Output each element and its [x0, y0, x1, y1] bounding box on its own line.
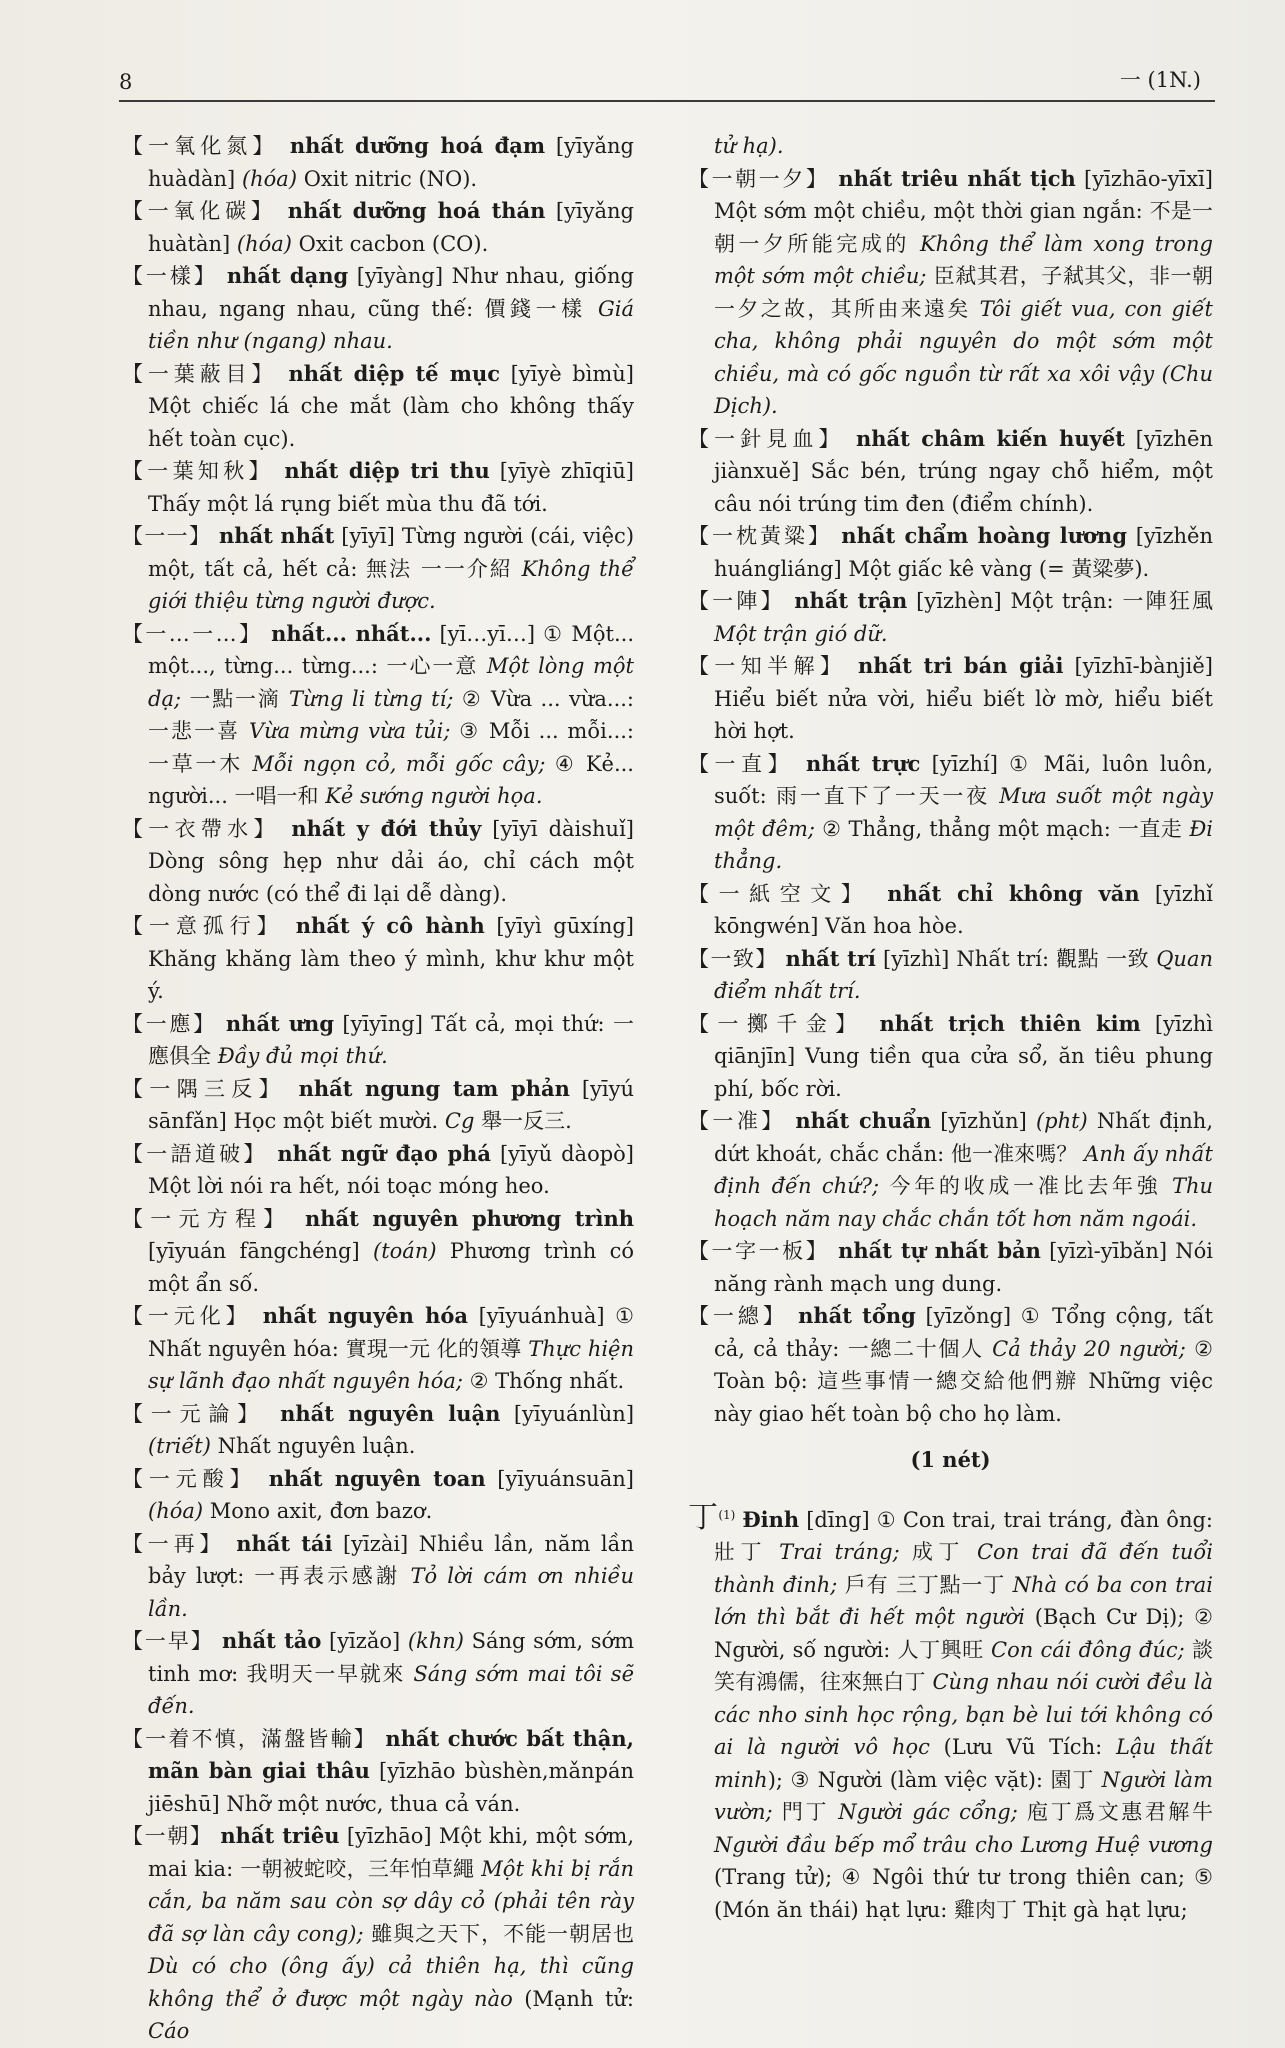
dictionary-entry — [122, 1463, 634, 1528]
header-rule — [119, 100, 1215, 102]
entry-reading: nhất nguyên toan — [256, 1465, 486, 1491]
gloss-text: Sáng sớm, sớm tinh mơ: 我明天一早就來 — [148, 1629, 635, 1686]
gloss-italic: Không thể làm xong trong một sớm một chiều; — [714, 231, 1213, 288]
dictionary-entry — [688, 1235, 1213, 1300]
gloss-text: (Trang tử); ④ Ngôi thứ tư trong thiên can; ⑤ (Món ăn thái) hạt lựu: 雞肉丁 Thịt gà hạt lựu; — [714, 1865, 1213, 1922]
gloss-italic: tử hạ). — [714, 134, 784, 158]
gloss-italic: Cùng nhau nói cười đều là các nho sinh học rộng, bạn bè lui tới không có ai là người vô học — [714, 1670, 1213, 1759]
dictionary-entry — [688, 1105, 1213, 1235]
gloss-text: ③ Mỗi ... mỗi...: 一草一木 — [148, 719, 634, 776]
dictionary-entry — [122, 910, 634, 1008]
dictionary-entry — [688, 943, 1213, 1008]
gloss-text: [yīzǎo] — [321, 1629, 408, 1653]
entry-reading: nhất tổng — [787, 1303, 916, 1328]
gloss-italic: Anh ấy nhất định đến chứ?; — [714, 1141, 1213, 1198]
dictionary-entry — [688, 1008, 1213, 1106]
dictionary-entry — [688, 520, 1214, 585]
entry-reading: nhất tái — [225, 1530, 333, 1556]
gloss-italic: Quan điểm nhất trí. — [714, 946, 1213, 1003]
gloss-text: 門丁 — [772, 1800, 839, 1824]
entry-headword: 【一枕黃粱】 — [688, 524, 832, 548]
gloss-text: [yīzhèn] Một trận: 一陣狂風 — [907, 589, 1214, 613]
gloss-text: [yīyuánsuān] — [485, 1466, 634, 1491]
gloss-text: [yīzhāo bùshèn,mǎnpán jiēshū] Nhỡ một nước, thua cả ván. — [148, 1759, 634, 1816]
gloss-text: [yīyú sānfǎn] Học một biết mười. — [148, 1076, 635, 1133]
entry-reading: nhất chuẩn — [785, 1108, 932, 1133]
dictionary-entry — [122, 358, 634, 456]
entry-reading: nhất ý cô hành — [283, 913, 485, 938]
entry-reading: nhất trực — [794, 750, 921, 776]
entry-reading: nhất... nhất... — [262, 620, 432, 646]
gloss-text: 談笑有鴻儒，往來無白丁 — [714, 1637, 1213, 1694]
gloss-italic: Thực hiện sự lãnh đạo nhất nguyên hóa; — [148, 1336, 635, 1393]
gloss-italic: Người làm vườn; — [714, 1767, 1213, 1824]
dictionary-entry — [688, 748, 1214, 878]
entry-headword: 【一擲千金】 — [688, 1011, 865, 1036]
entry-reading: nhất tự nhất bản — [829, 1238, 1041, 1263]
entry-headword: 【一字一板】 — [688, 1239, 830, 1263]
gloss-text: [yīyàng] Như nhau, giống nhau, ngang nhau, cũng thế: 價錢一樣 — [148, 264, 634, 321]
gloss-italic: Mỗi ngọn cỏ, mỗi gốc cây; — [252, 751, 546, 776]
entry-headword: 【一元化】 — [122, 1304, 252, 1328]
entry-headword: 【一致】 — [688, 946, 778, 971]
dictionary-entry — [122, 130, 634, 195]
entry-reading: nhất chước bất thận, mãn bàn giai thâu — [148, 1725, 634, 1783]
gloss-text: 臣弒其君，子弒其父，非一朝一夕之故，其所由来遠矣 — [714, 264, 1213, 321]
gloss-text: [yīzài] Nhiều lần, năm lần bảy lượt: 一再表示感謝 — [148, 1531, 635, 1588]
entry-reading: nhất nhất — [211, 523, 335, 548]
entry-reading: nhất ưng — [216, 1010, 334, 1036]
gloss-italic: Kẻ sướng người họa. — [325, 784, 543, 808]
dictionary-entry — [122, 1203, 634, 1301]
entry-headword: 【一准】 — [688, 1109, 786, 1133]
gloss-text: [yīyuánhuà] ① Nhất nguyên hóa: 實現一元 化的領導 — [148, 1304, 634, 1361]
dictionary-entry — [122, 1073, 635, 1138]
entry-headword: 【一一】 — [122, 524, 212, 548]
gloss-italic: Giá tiền như (ngang) nhau. — [148, 296, 634, 353]
entry-reading: Đinh — [742, 1506, 800, 1532]
entry-headword: 【一葉知秋】 — [122, 459, 274, 483]
gloss-text: [yīzhì] Nhất trí: 觀點 一致 — [875, 946, 1157, 971]
entry-reading: nhất ngữ đạo phá — [267, 1140, 492, 1166]
entry-headword: 【一元酸】 — [122, 1466, 257, 1491]
dictionary-entry — [122, 1528, 635, 1626]
dictionary-entry — [122, 1138, 634, 1203]
gloss-text: 今年的收成一准比去年強 — [879, 1174, 1172, 1198]
entry-headword: 【一…一…】 — [122, 621, 263, 646]
entry-reading: nhất triêu nhất tịch — [829, 165, 1076, 191]
dictionary-entry — [688, 650, 1214, 748]
entry-headword: 【一再】 — [122, 1531, 226, 1556]
gloss-italic: Sáng sớm mai tôi sẽ đến. — [148, 1661, 634, 1718]
gloss-text: Nhất nguyên luận. — [210, 1434, 416, 1458]
left-column — [122, 130, 634, 2048]
dictionary-entry — [688, 585, 1214, 650]
entry-reading: nhất triêu — [212, 1823, 340, 1848]
gloss-text: Nhất định, dứt khoát, chắc chắn: 他一准來嗎？ — [714, 1109, 1213, 1166]
gloss-italic: Con cái đông đúc; — [991, 1637, 1185, 1662]
gloss-text: [yīyǔ dàopò] Một lời nói ra hết, nói toạc móng heo. — [148, 1141, 634, 1198]
entry-headword: 【一總】 — [688, 1304, 788, 1328]
entry-reading: nhất tri bán giải — [846, 653, 1064, 678]
entry-headword: 【一葉蔽目】 — [122, 361, 278, 386]
dictionary-entry — [688, 423, 1213, 521]
gloss-italic: Vừa mừng vừa tủi; — [248, 719, 451, 743]
entry-reading: nhất dạng — [217, 263, 349, 288]
gloss-italic: Mưa suốt một ngày một đêm; — [714, 784, 1214, 841]
entry-headword: 【一衣帶水】 — [122, 816, 280, 841]
dictionary-entry — [122, 618, 635, 813]
entry-headword: 【一朝】 — [122, 1824, 213, 1848]
running-head: 一 (1N.) — [1119, 68, 1201, 92]
gloss-italic: Con trai đã đến tuổi thành đinh; — [714, 1540, 1213, 1597]
gloss-italic: Trai tráng; — [779, 1540, 900, 1564]
entry-headword: 【一隅三反】 — [122, 1076, 286, 1101]
gloss-text: ② Toàn bộ: 這些事情一總交給他們辦 Những việc này giao hết toàn bộ cho họ làm. — [714, 1336, 1213, 1426]
gloss-text: [yīzhěn huángliáng] Một giấc kê vàng (= 黃粱夢). — [714, 524, 1214, 581]
gloss-italic: Dù có cho (ông ấy) cả thiên hạ, thì cũng không thể ở được một ngày nào — [148, 1954, 634, 2011]
entry-headword: 【一直】 — [688, 751, 795, 776]
entry-reading: nhất tảo — [213, 1628, 322, 1653]
gloss-text: (Bạch Cư Dị); ② Người, số người: 人丁興旺 — [714, 1605, 1213, 1662]
gloss-text: [yīyì gūxíng] Khăng khăng làm theo ý mình, khư khư một ý. — [148, 914, 634, 1003]
gloss-text: 成丁 — [899, 1540, 977, 1564]
section-heading: (1 nét) — [910, 1447, 991, 1472]
dictionary-entry — [122, 1625, 635, 1723]
gloss-text: 庖丁爲文惠君解牛 — [1017, 1800, 1213, 1824]
gloss-text: [yīzhī-bànjiě] Hiểu biết nửa vời, hiểu biết lờ mờ, hiểu biết hời hợt. — [714, 654, 1214, 743]
gloss-italic: Một trận gió dữ. — [714, 621, 888, 646]
entry-reading: nhất chỉ không văn — [871, 880, 1140, 906]
gloss-text: [yīzhí] ① Mãi, luôn luôn, suốt: 雨一直下了一天一夜 — [714, 751, 1213, 808]
gloss-italic: Tôi giết vua, con giết cha, không phải nguyên do một sớm một chiều, mà có gốc nguồn từ rất xa xôi vậy (Chu Dịch). — [714, 296, 1213, 418]
entry-reading: nhất dưỡng hoá thán — [276, 198, 546, 223]
gloss-text: 戶有 三丁點一丁 — [837, 1572, 1013, 1597]
gloss-text: [yīyī] Từng người (cái, việc) một, tất cả, hết cả: 無法 一一介紹 — [148, 524, 635, 581]
gloss-text: [yīzǒng] ① Tổng cộng, tất cả, cả thảy: 一總二十個人 — [714, 1304, 1214, 1361]
gloss-text: (Lưu Vũ Tích: — [929, 1735, 1116, 1759]
entry-headword: 【一意孤行】 — [122, 914, 284, 938]
dictionary-entry — [122, 1398, 635, 1463]
gloss-italic: Người gác cổng; — [838, 1800, 1018, 1824]
entry-reading: nhất diệp tế mục — [277, 360, 501, 386]
gloss-text: Oxit cacbon (CO). — [292, 231, 489, 256]
gloss-text: [yīzhǔn] — [931, 1109, 1036, 1133]
entry-reading: nhất trận — [784, 588, 908, 613]
gloss-text: [yīyī dàishuǐ] Dòng sông hẹp như dải áo, chỉ cách một dòng nước (có thể đi lại dễ dàng). — [148, 816, 634, 906]
gloss-italic: (hóa) — [148, 1499, 204, 1523]
gloss-italic: Đầy đủ mọi thứ. — [217, 1044, 388, 1068]
entry-headword: 【一針見血】 — [688, 426, 845, 451]
gloss-italic: Tỏ lời cám ơn nhiều lần. — [148, 1564, 634, 1621]
entry-reading: nhất dưỡng hoá đạm — [278, 133, 546, 158]
dictionary-entry — [122, 455, 634, 520]
gloss-italic: Lậu thất minh — [714, 1735, 1213, 1792]
gloss-text: [yīyǎng huàdàn] — [148, 134, 634, 191]
gloss-text: 雖與之天下，不能一朝居也 — [363, 1921, 634, 1946]
entry-reading: nhất nguyên luận — [266, 1400, 501, 1426]
gloss-text: [yīzhì qiānjīn] Vung tiền qua cửa sổ, ăn tiêu phung phí, bốc rời. — [714, 1011, 1213, 1101]
gloss-italic: Cáo — [148, 2019, 190, 2043]
dictionary-entry — [122, 1820, 634, 2048]
entry-reading: nhất ngung tam phản — [285, 1075, 570, 1101]
entry-reading: nhất nguyên hóa — [251, 1303, 469, 1328]
gloss-text: ); ③ Người (làm việc vặt): 園丁 — [767, 1767, 1102, 1792]
entry-reading: nhất y đới thủy — [279, 815, 482, 841]
dictionary-entry — [688, 1300, 1214, 1430]
gloss-text: [yīyè bìmù] Một chiếc lá che mắt (làm cho không thấy hết toàn cục). — [148, 361, 634, 451]
entry-headword: 【一樣】 — [122, 264, 218, 288]
entry-headword: 【一陣】 — [688, 589, 785, 613]
entry-headword: 【一語道破】 — [122, 1141, 268, 1166]
entry-headword: 【一朝一夕】 — [688, 166, 830, 191]
big-entry-char: 丁 — [688, 1499, 719, 1535]
entry-reading: nhất nguyên phương trình — [291, 1205, 634, 1231]
gloss-italic: (hóa) — [236, 231, 292, 256]
gloss-text: [yīyuán fāngchéng] — [148, 1239, 374, 1263]
entry-headword: 【一應】 — [122, 1011, 217, 1036]
gloss-italic: Cả thảy 20 người; — [992, 1336, 1186, 1361]
entry-headword: 【一氧化碳】 — [122, 199, 277, 223]
big-entry-sup: (1) — [718, 1507, 736, 1522]
gloss-text: [yīyīng] Tất cả, mọi thứ: 一應俱全 — [148, 1011, 634, 1068]
entry-reading: nhất trí — [777, 945, 876, 971]
gloss-text: ② Vừa ... vừa...: 一悲一喜 — [148, 686, 634, 743]
dictionary-entry — [122, 520, 635, 618]
gloss-text: [yīzhāo-yīxī] Một sớm một chiều, một thời gian ngắn: 不是一朝一夕所能完成的 — [714, 166, 1213, 256]
entry-reading: nhất châm kiến huyết — [844, 425, 1125, 451]
right-column-entries — [688, 130, 1213, 1430]
dictionary-entry — [122, 1008, 634, 1073]
dictionary-entry — [688, 878, 1213, 943]
entry-headword: 【一氧化氮】 — [122, 134, 279, 158]
gloss-text: 舉一反三. — [474, 1109, 572, 1133]
gloss-italic: (pht) — [1035, 1109, 1088, 1133]
entry-reading: nhất chẩm hoàng lương — [832, 523, 1128, 548]
entry-headword: 【一知半解】 — [688, 654, 847, 678]
gloss-text: [yīyǎng huàtàn] — [148, 199, 634, 256]
gloss-italic: (khn) — [407, 1629, 464, 1653]
gloss-text: Phương trình có một ẩn số. — [148, 1239, 634, 1296]
entry-headword: 【一元方程】 — [122, 1206, 292, 1231]
gloss-italic: Một khi bị rắn cắn, ba năm sau còn sợ dây cỏ (phải tên rày đã sợ làn cây cong); — [148, 1856, 634, 1946]
dictionary-entry — [688, 163, 1213, 423]
gloss-italic: (hóa) — [241, 166, 298, 191]
gloss-italic: (toán) — [373, 1239, 437, 1263]
gloss-italic: (triết) — [148, 1434, 211, 1458]
entry-reading: nhất trịch thiên kim — [864, 1010, 1141, 1036]
gloss-text: 一點一滴 — [181, 686, 289, 711]
gloss-italic: Không thể giới thiệu từng người được. — [148, 556, 634, 613]
gloss-text: ② Thẳng, thẳng một mạch: 一直走 — [814, 816, 1190, 841]
entry-headword: 【一着不慎，滿盤皆輸】 — [122, 1726, 377, 1751]
gloss-italic: Nhà có ba con trai lớn thì bắt đi hết một người — [714, 1572, 1213, 1629]
gloss-text: Oxit nitric (NO). — [297, 166, 478, 191]
dictionary-entry — [122, 195, 634, 260]
gloss-italic: Cg — [444, 1109, 475, 1133]
gloss-text: [yīzhāo] Một khi, một sớm, mai kia: 一朝被蛇咬，三年怕草繩 — [148, 1824, 634, 1881]
entry-headword: 【一紙空文】 — [688, 881, 872, 906]
entry-headword: 【一元論】 — [122, 1401, 267, 1426]
dictionary-entry — [122, 1300, 635, 1398]
gloss-text: [yīzhēn jiànxuě] Sắc bén, trúng ngay chỗ hiểm, một câu nói trúng tim đen (điểm chính). — [714, 426, 1213, 516]
gloss-italic: Người đầu bếp mổ trâu cho Lương Huệ vương — [714, 1832, 1213, 1857]
gloss-text: [yīyuánlùn] — [500, 1401, 635, 1426]
gloss-text: [yīzì-yībǎn] Nói năng rành mạch ung dung. — [714, 1239, 1213, 1296]
dictionary-entry — [122, 813, 634, 911]
gloss-text: Mono axit, đơn bazơ. — [203, 1499, 433, 1523]
entry-continuation — [714, 130, 1213, 163]
gloss-italic: Từng li từng tí; — [288, 686, 454, 711]
gloss-italic: Một lòng một dạ; — [148, 654, 635, 711]
gloss-text: [dīng] ① Con trai, trai tráng, đàn ông: 壯丁 — [714, 1507, 1213, 1564]
gloss-italic: Thu hoạch năm nay chắc chắn tốt hơn năm ngoái. — [714, 1174, 1213, 1231]
gloss-text: ② Thống nhất. — [463, 1369, 625, 1393]
right-column — [688, 130, 1213, 1926]
dictionary-entry — [122, 260, 634, 358]
entry-reading: nhất diệp tri thu — [273, 458, 490, 483]
gloss-text: (Mạnh tử: — [512, 1986, 634, 2011]
gloss-text: ④ Kẻ... người... 一唱一和 — [148, 751, 634, 808]
dictionary-entry — [122, 1723, 634, 1821]
entry-dinh — [688, 1499, 1213, 1927]
gloss-text: [yīzhǐ kōngwén] Văn hoa hòe. — [714, 881, 1213, 938]
page-number: 8 — [119, 70, 133, 94]
gloss-text: [yīyè zhīqiū] Thấy một lá rụng biết mùa thu đã tới. — [148, 459, 634, 516]
gloss-text: [yī…yī…] ① Một... một..., từng... từng...: 一心一意 — [148, 621, 634, 678]
entry-headword: 【一早】 — [122, 1629, 214, 1653]
gloss-italic: Đi thẳng. — [714, 816, 1214, 873]
